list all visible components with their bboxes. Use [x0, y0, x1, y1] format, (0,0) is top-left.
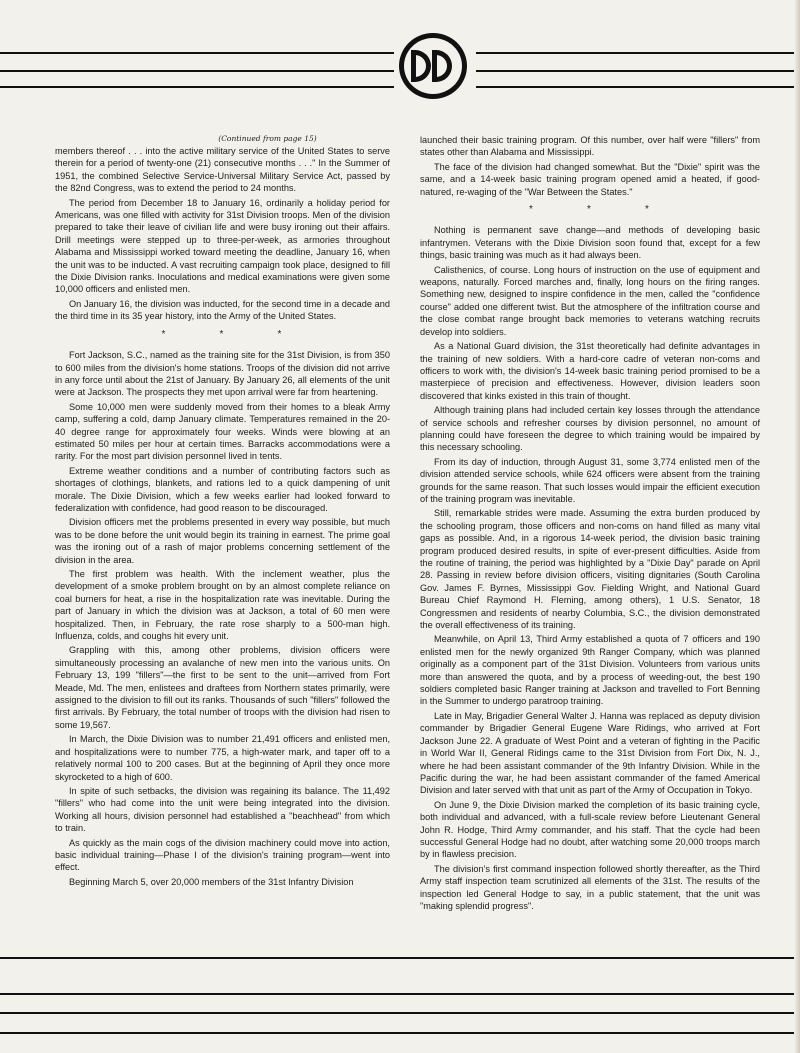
paragraph: The face of the division had changed somewhat. But the "Dixie" spirit was the same, and a 14-week basic training program opened amid a heated, if good-natured, re-waging of the "War Between the States." [420, 161, 760, 197]
section-separator [420, 204, 760, 216]
separator-star: * [161, 328, 168, 340]
paragraph: Division officers met the problems presented in every way possible, but much was to be done before the unit would begin its training in earnest. The prime goal was the ironing out of a rash of major problems concerning settlement of the division in the area. [55, 517, 390, 565]
paragraph: From its day of induction, through August 31, some 3,774 enlisted men of the division attended service schools, while 624 officers were absent from the training grounds for the same reason. That such losses would impair the efficient execution of the training program was inevitable. [420, 456, 760, 504]
emblem-letter-d-right [432, 50, 452, 82]
separator-star: * [645, 204, 651, 216]
paragraph: On June 9, the Dixie Division marked the completion of its basic training cycle, both individual and advanced, with a full-scale review before Lieutenant General John R. Hodge, Third Army commander, and his staff. That the cycle had been successful General Hodge had no doubt, after watching some 20,000 troops march by in flawless precision. [420, 799, 760, 860]
paragraph: In spite of such setbacks, the division was regaining its balance. The 11,492 "fillers" who had come into the unit were being integrated into the division. Working all hours, division personnel had established a "beachhead" from which to train. [55, 785, 390, 834]
paragraph: Although training plans had included certain key losses through the attendance of service schools and refresher courses by division personnel, no amount of planning could have foreseen the degree to which training would be impaired by this necessary schooling. [420, 405, 760, 453]
paragraph: In March, the Dixie Division was to number 21,491 officers and enlisted men, and hospitalizations were to number 775, a high-water mark, and taper off to a relatively normal 100 to 200 cases. But at the beginning of April they once more skyrocketed to a high of 600. [55, 734, 390, 782]
paragraph: Calisthenics, of course. Long hours of instruction on the use of equipment and weapons, naturally. Forced marches and, finally, long hours on the firing ranges. Something new, designed to inspire confidence in the men, called the "confidence course" added one different twist. But the atmosphere of the infiltration course and the close combat range brought back memories to veterans watching recruits develop into soldiers. [420, 264, 760, 337]
left-column [55, 134, 390, 890]
separator-star: * [529, 204, 535, 216]
paragraph: members thereof . . . into the active military service of the United States to serve therein for a period of twenty-one (21) consecutive months . . ." In the Summer of 1951, the combined Selective Service-Universal Military Service Act, passed by the 82nd Congress, was to extend the period to 24 months. [55, 146, 390, 194]
separator-star: * [219, 328, 226, 340]
paragraph: Meanwhile, on April 13, Third Army established a quota of 7 officers and 190 enlisted men for the newly organized 9th Ranger Company, which was planned originally as a component part of the 31st Division. Volunteers from various units more than answered the quota, and by a process of weeding-out, the best 190 soldiers completed basic Ranger training at Jackson and travelled to Fort Benning in the Summer to undergo paratroop training. [420, 634, 760, 707]
separator-star: * [277, 328, 284, 340]
paragraph: The division's first command inspection followed shortly thereafter, as the Third Army staff inspection team scrutinized all elements of the 31st. The results of the inspection led General Hodge to say, in a public statement, that the unit was "making splendid progress". [420, 863, 760, 911]
footer-rule-2 [0, 993, 800, 995]
continued-note: (Continued from page 15) [218, 134, 317, 143]
right-column [420, 134, 760, 914]
footer-rule-1 [0, 957, 800, 959]
paragraph: Still, remarkable strides were made. Assuming the extra burden produced by the schooling program, those officers and non-coms on hand filled as many vital gaps as possible. And, in a rigorous 14-week period, the division basic training program produced desired results, in spite of ever-present difficulties. Aside from the routine of training, the period was highlighted by a "Dixie Day" parade on April 28. Passing in review before division officers, visiting dignitaries (South Carolina Gov. James F. Byrnes, Mississippi Gov. Fielding Wright, and National Guard Bureau Chief Raymond H. Fleming, among others), 1 U.S. Senator, 18 Congressmen and residents of nearby Columbia, S.C., the division demonstrated the overall effectiveness of its training. [420, 508, 760, 631]
separator-star: * [587, 204, 593, 216]
paragraph: Nothing is permanent save change—and methods of developing basic infantrymen. Veterans with the Dixie Division soon found that, except for a few things, basic training was much as it had always been. [420, 225, 760, 261]
paragraph: Fort Jackson, S.C., named as the training site for the 31st Division, is from 350 to 600 miles from the division's home stations. Troops of the division did not arrive in any force until about the 21st of January. By January 26, all elements of the unit were at Jackson. The prospects they met upon arrival were far from heartening. [55, 350, 390, 398]
dixie-division-emblem-icon [399, 33, 467, 99]
paragraph: Late in May, Brigadier General Walter J. Hanna was replaced as deputy division commander by Brigadier General Eugene Ware Ridings, who arrived at Fort Jackson June 22. A graduate of West Point and a veteran of fighting in the Pacific in World War II, General Ridings came to the 31st Division from Fort Dix, N. J., where he had been assistant commander of the 9th Infantry Division. While in the Pacific during the war, he had been assistant commander of the famed Americal Division and later served with that unit as part of the Army of Occupation in Tokyo. [420, 710, 760, 796]
paragraph: Grappling with this, among other problems, division officers were simultaneously processing an avalanche of new men into the various units. On February 13, 199 "fillers"—the first to be sent to the unit—arrived from Fort Meade, Md. The men, enlistees and draftees from Northern states primarily, were assigned to the division to fill out its ranks. Thousands of such "fillers" followed the first arrivals. By February, the total number of troops with the division had risen to some 19,567. [55, 645, 390, 730]
paragraph: As quickly as the main cogs of the division machinery could move into action, basic individual training—Phase I of the division's training program—went into effect. [55, 837, 390, 873]
paragraph: launched their basic training program. Of this number, over half were "fillers" from states other than Alabama and Mississippi. [420, 135, 760, 158]
page-edge-shadow [794, 0, 800, 1053]
emblem-letter-d-left [411, 50, 431, 82]
paragraph: Extreme weather conditions and a number of contributing factors such as shortages of clothings, blankets, and rations led to a quick dampening of unit morale. The Dixie Division, which a few weeks earlier had looked forward to federalization with confidence, had good reason to be discouraged. [55, 465, 390, 513]
paragraph: On January 16, the division was inducted, for the second time in a decade and the third time in its 35 year history, into the Army of the United States. [55, 298, 390, 322]
section-separator [55, 329, 390, 341]
paragraph: The first problem was health. With the inclement weather, plus the development of a smoke problem brought on by an almost complete reliance on coal burners for heat, a rise in the hospitalization rate was inevitable. During the part of January in which the division was at Jackson, a total of 60 men were hospitalized. Then, in February, the rate rose sharply to a 500-man high. Influenza, colds, and coughs hit every unit. [55, 569, 390, 642]
paragraph: Beginning March 5, over 20,000 members of the 31st Infantry Division [69, 876, 354, 887]
footer-rule-3 [0, 1012, 800, 1014]
paragraph: The period from December 18 to January 16, ordinarily a holiday period for Americans, was one filled with activity for 31st Division troops. Men of the division prepared to take their leave of civilian life and were busy ironing out their affairs. Drill meetings were stepped up to three-per-week, as armories throughout Alabama and Mississippi worked toward meeting the deadline, January 16, when the unit was to be inducted. A vast recruiting campaign took place, designed to fill the Dixie Division ranks. Inoculations and medical examinations were given some 10,000 officers and enlisted men. [55, 197, 390, 295]
paragraph: As a National Guard division, the 31st theoretically had definite advantages in the training of new soldiers. With a hard-core cadre of veteran non-coms and officers to work with, the division's 14-week basic training period promised to be a masterpiece of precision and effectiveness. However, division leaders soon discovered that kinks existed in this train of thought. [420, 341, 760, 401]
paragraph: Some 10,000 men were suddenly moved from their homes to a bleak Army camp, suffering a cold, damp January climate. Temperatures remained in the 20-40 degree range for approximately four weeks. Winds were blowing at an estimated 50 miles per hour at certain times. Barracks accommodations were a rarity. For the most part division personnel lived in tents. [55, 401, 390, 462]
footer-rule-4 [0, 1032, 800, 1034]
